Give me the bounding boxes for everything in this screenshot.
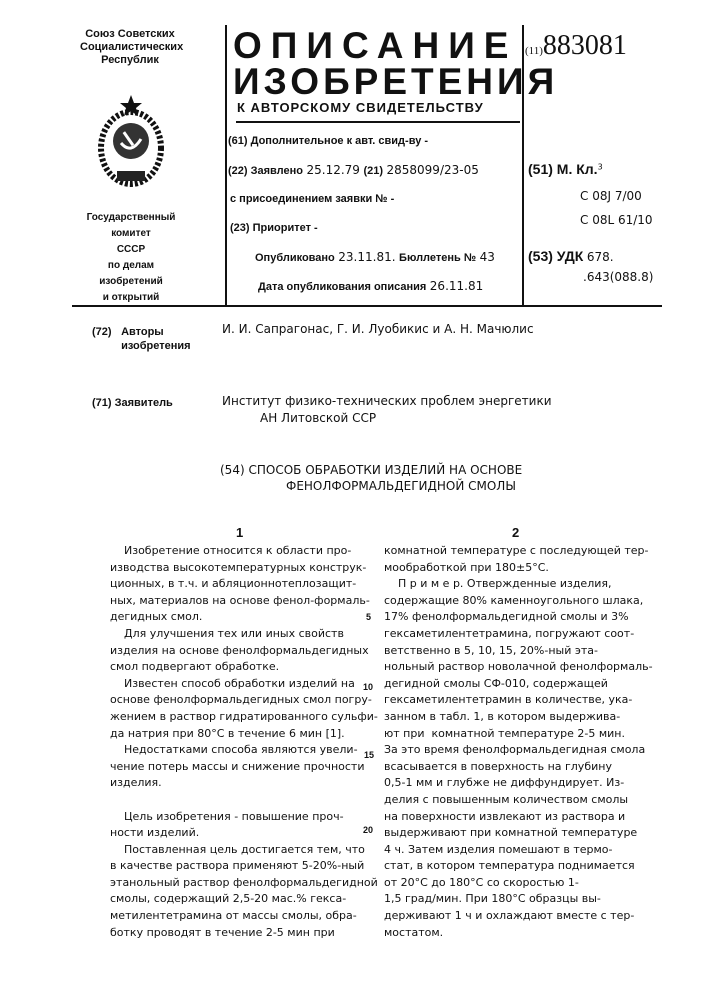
- text-line: 4 ч. Затем изделия помешают в термо-: [384, 842, 653, 859]
- text-line: гексаметилентетрамин в количестве, ука-: [384, 692, 653, 709]
- text-line: изделия на основе фенолформальдегидных: [110, 643, 378, 660]
- text-line: ных, материалов на основе фенол-формаль-: [110, 593, 378, 610]
- text-line: Известен способ обработки изделий на: [110, 676, 378, 693]
- committee-line: СССР: [75, 242, 187, 258]
- text-line: от 20°С до 180°С со скоростью 1-: [384, 875, 653, 892]
- description-date-label: Дата опубликования описания: [258, 281, 426, 293]
- text-line: изделия.: [110, 775, 378, 792]
- field-23: (23) Приоритет -: [230, 222, 318, 234]
- field-22-value: 25.12.79: [307, 163, 360, 177]
- text-line: Для улучшения тех или иных свойств: [110, 626, 378, 643]
- published-value: 23.11.81.: [338, 250, 395, 264]
- country-line: Республик: [80, 54, 180, 67]
- field-61: (61) Дополнительное к авт. свид-ву -: [228, 135, 428, 147]
- text-line: мообработкой при 180±5°С.: [384, 560, 653, 577]
- text-line: Поставленная цель достигается тем, что: [110, 842, 378, 859]
- text-line: ботку проводят в течение 2-5 мин при: [110, 925, 378, 942]
- text-line: ционных, в т.ч. и абляционнотеплозащит-: [110, 576, 378, 593]
- text-line: смолы, содержащий 2,5-20 мас.% гекса-: [110, 891, 378, 908]
- text-line: изводства высокотемпературных конструк-: [110, 560, 378, 577]
- text-line: в качестве раствора применяют 5-20%-ный: [110, 858, 378, 875]
- committee-line: по делам изобретений: [75, 258, 187, 290]
- text-line: 17% фенолформальдегидной смолы и 3%: [384, 609, 653, 626]
- line-number: 15: [364, 750, 374, 760]
- ipc-class: С 08L 61/10: [580, 208, 653, 232]
- title-opisanie: ОПИСАНИЕ: [233, 26, 517, 66]
- column-1-text: [110, 543, 378, 941]
- text-line: дегидных смол.: [110, 609, 378, 626]
- line-number: 5: [366, 612, 371, 622]
- patent-number-block: [525, 30, 627, 62]
- text-line: комнатной температуре с последующей тер-: [384, 543, 653, 560]
- subtitle-underline: [236, 121, 520, 123]
- line-number: 10: [363, 682, 373, 692]
- ipc-class: С 08J 7/00: [580, 184, 653, 208]
- text-line: основе фенолформальдегидных смол погру-: [110, 692, 378, 709]
- udc-value: .643(088.8): [583, 270, 653, 284]
- field-51-sup: 3: [598, 162, 603, 171]
- field-22-label: (22) Заявлено: [228, 165, 303, 177]
- authors-label-line: изобретения: [121, 339, 191, 353]
- text-line: делия с повышенным количеством смолы: [384, 792, 653, 809]
- authors-value: И. И. Сапрагонас, Г. И. Луобикис и А. Н. Мачюлис: [222, 322, 534, 336]
- field-53-label: (53) УДК: [528, 248, 583, 264]
- text-line: нольный раствор новолачной фенолформаль-: [384, 659, 653, 676]
- text-line: занном в табл. 1, в котором выдержива-: [384, 709, 653, 726]
- country-name: [80, 28, 180, 67]
- text-line: [110, 792, 378, 809]
- divider: [225, 25, 227, 305]
- country-line: Социалистических: [80, 41, 180, 54]
- udc-value: 678.: [587, 250, 614, 264]
- country-line: Союз Советских: [80, 28, 180, 41]
- patent-number: 883081: [543, 30, 627, 61]
- committee-name: [75, 210, 187, 306]
- applicant-value: АН Литовской ССР: [260, 410, 552, 427]
- published-label: Опубликовано: [255, 252, 335, 264]
- text-line: всасывается в поверхность на глубину: [384, 759, 653, 776]
- header-separator: [72, 305, 662, 307]
- field-21-label: (21): [363, 165, 383, 177]
- text-line: 1,5 град/мин. При 180°С образцы вы-: [384, 891, 653, 908]
- text-line: метилентетрамина от массы смолы, обра-: [110, 908, 378, 925]
- text-line: этанольный раствор фенолформальдегидной: [110, 875, 378, 892]
- title-line: ФЕНОЛФОРМАЛЬДЕГИДНОЙ СМОЛЫ: [286, 478, 550, 494]
- field-21-value: 2858099/23-05: [387, 163, 479, 177]
- text-line: ют при комнатной температуре 2-5 мин.: [384, 726, 653, 743]
- text-line: 0,5-1 мм и глубже не диффундирует. Из-: [384, 775, 653, 792]
- text-line: П р и м е р. Отвержденные изделия,: [384, 576, 653, 593]
- text-line: Недостатками способа являются увели-: [110, 742, 378, 759]
- subtitle: К АВТОРСКОМУ СВИДЕТЕЛЬСТВУ: [237, 100, 484, 115]
- text-line: Изобретение относится к области про-: [110, 543, 378, 560]
- text-line: За это время фенолформальдегидная смола: [384, 742, 653, 759]
- column-2-text: [384, 543, 653, 941]
- text-line: стат, в котором температура поднимается: [384, 858, 653, 875]
- authors-code: (72): [92, 326, 112, 338]
- description-date-value: 26.11.81: [430, 279, 483, 293]
- patent-page: [0, 0, 707, 1000]
- bulletin-value: 43: [480, 250, 495, 264]
- title-izobreteniya: ИЗОБРЕТЕНИЯ: [233, 62, 558, 102]
- committee-line: Государственный комитет: [75, 210, 187, 242]
- text-line: жением в раствор гидратированного сульфи-: [110, 709, 378, 726]
- applicant-value: Институт физико-технических проблем энергетики: [222, 393, 552, 410]
- authors-label-line: Авторы: [121, 325, 191, 339]
- applicant-label: (71) Заявитель: [92, 397, 173, 409]
- title-code: (54): [220, 463, 245, 477]
- state-emblem-icon: [97, 93, 165, 191]
- text-line: гексаметилентетрамина, погружают соот-: [384, 626, 653, 643]
- committee-line: и открытий: [75, 290, 187, 306]
- text-line: выдерживают при комнатной температуре: [384, 825, 653, 842]
- text-line: смол подвергают обработке.: [110, 659, 378, 676]
- text-line: на поверхности извлекают из раствора и: [384, 809, 653, 826]
- text-line: чение потерь массы и снижение прочности: [110, 759, 378, 776]
- text-line: да натрия при 80°С в течение 6 мин [1].: [110, 726, 378, 743]
- join-application: с присоединением заявки № -: [230, 193, 394, 205]
- text-line: мостатом.: [384, 925, 653, 942]
- text-line: содержащие 80% каменноугольного шлака,: [384, 593, 653, 610]
- invention-title: [220, 462, 550, 494]
- line-number: 20: [363, 825, 373, 835]
- column-number: 1: [236, 525, 243, 540]
- column-number: 2: [512, 525, 519, 540]
- authors-label: [92, 325, 191, 353]
- text-line: Цель изобретения - повышение проч-: [110, 809, 378, 826]
- title-line: СПОСОБ ОБРАБОТКИ ИЗДЕЛИЙ НА ОСНОВЕ: [248, 463, 522, 477]
- text-line: ветственно в 5, 10, 15, 20%-ный эта-: [384, 643, 653, 660]
- bulletin-label: Бюллетень №: [399, 252, 476, 264]
- text-line: ности изделий.: [110, 825, 378, 842]
- text-line: дегидной смолы СФ-010, содержащей: [384, 676, 653, 693]
- field-51-label: (51) М. Кл.: [528, 161, 598, 177]
- text-line: держивают 1 ч и охлаждают вместе с тер-: [384, 908, 653, 925]
- patent-code: (11): [525, 45, 543, 57]
